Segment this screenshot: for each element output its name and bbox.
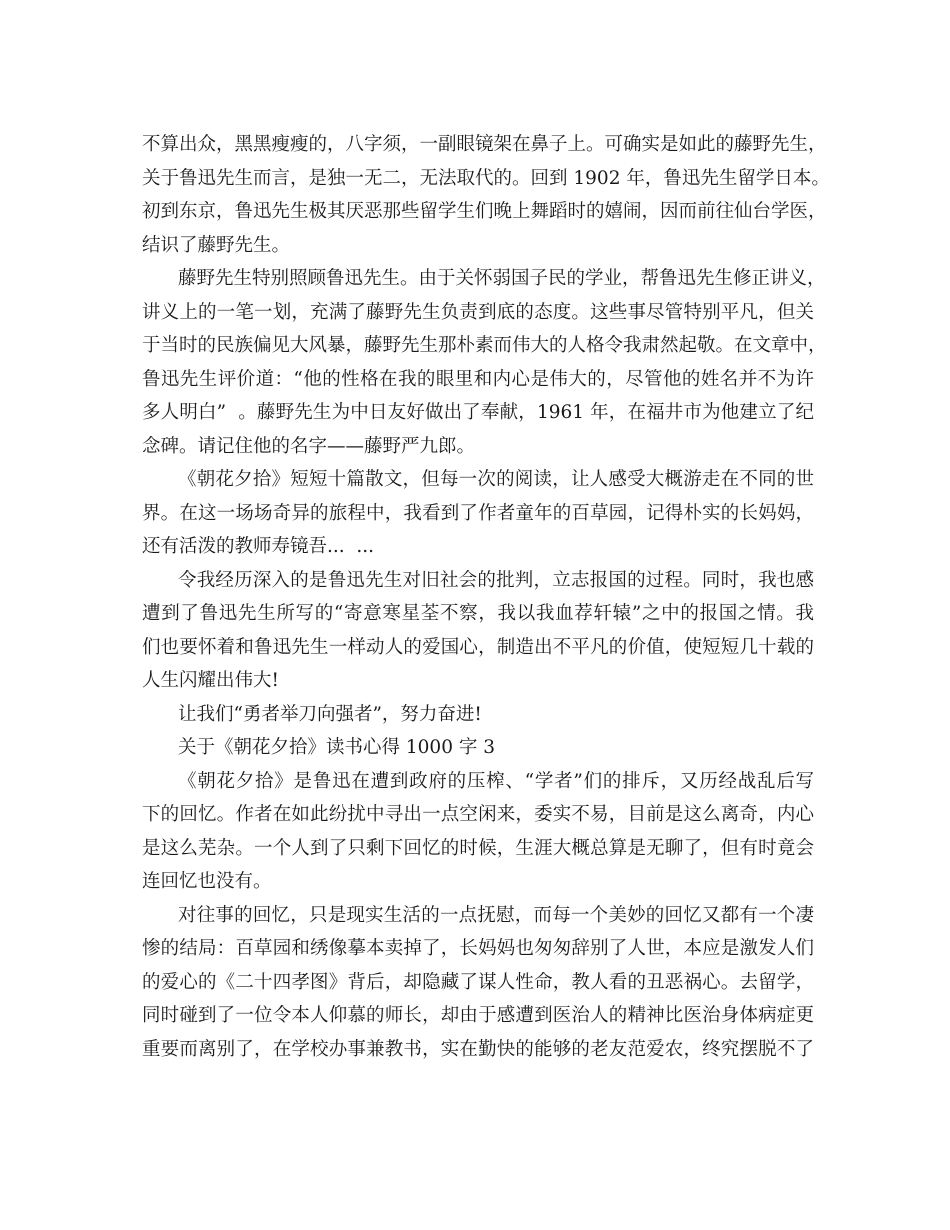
- text-line: 们也要怀着和鲁迅先生一样动人的爱国心，制造出不平凡的价值，使短短几十载的: [142, 636, 814, 658]
- text-line: 还有活泼的教师寿镜吾... ...: [142, 536, 375, 557]
- text-line: 不算出众，黑黑瘦瘦的，八字须，一副眼镜架在鼻子上。可确实是如此的藤野先生，: [142, 134, 827, 155]
- text-line: 同时碰到了一位令本人仰慕的师长，却由于感遭到医治人的精神比医治身体病症更: [142, 1005, 814, 1026]
- text-line: 结识了藤野先生。: [142, 234, 291, 256]
- text-line: 遭到了鲁迅先生所写的“寄意寒星荃不察，我以我血荐轩辕”之中的报国之情。我: [142, 603, 814, 624]
- text-line: 下的回忆。作者在如此纷扰中寻出一点空闲来，委实不易，目前是这么离奇，内心: [142, 804, 814, 825]
- document-body: [142, 128, 830, 1066]
- paragraph-first-line: 藤野先生特别照顾鲁迅先生。由于关怀弱国子民的学业，帮鲁迅先生修正讲义，: [178, 268, 826, 289]
- text-line: 于当时的民族偏见大风暴，藤野先生那朴素而伟大的人格令我肃然起敬。在文章中，: [142, 335, 827, 356]
- text-line: 的爱心的《二十四孝图》背后，却隐藏了谋人性命，教人看的丑恶祸心。去留学，: [142, 971, 814, 993]
- paragraph-first-line: 让我们“勇者举刀向强者”，努力奋进!: [178, 703, 482, 725]
- paragraph-first-line: 对往事的回忆，只是现实生活的一点抚慰，而每一个美妙的回忆又都有一个凄: [178, 904, 814, 926]
- text-line: 重要而离别了，在学校办事兼教书，实在勤快的能够的老友范爱农，终究摆脱不了: [142, 1038, 814, 1060]
- text-line: 惨的结局：百草园和绣像摹本卖掉了，长妈妈也匆匆辞别了人世，本应是激发人们: [142, 938, 814, 959]
- section-heading: 关于《朝花夕拾》读书心得 1000 字 3: [178, 737, 495, 758]
- text-line: 连回忆也没有。: [142, 871, 272, 892]
- text-line: 是这么芜杂。一个人到了只剩下回忆的时候，生涯大概总算是无聊了，但有时竟会: [142, 837, 814, 859]
- text-line: 界。在这一场场奇异的旅程中，我看到了作者童年的百草园，记得朴实的长妈妈，: [142, 502, 814, 524]
- paragraph-first-line: 令我经历深入的是鲁迅先生对旧社会的批判，立志报国的过程。同时，我也感: [178, 569, 814, 591]
- text-line: 鲁迅先生评价道：“他的性格在我的眼里和内心是伟大的，尽管他的姓名并不为许: [142, 368, 814, 390]
- text-line: 讲义上的一笔一划，充满了藤野先生负责到底的态度。这些事尽管特别平凡，但关: [142, 301, 814, 323]
- text-line: 念碑。请记住他的名字——藤野严九郎。: [142, 435, 476, 457]
- paragraph-first-line: 《朝花夕拾》短短十篇散文，但每一次的阅读，让人感受大概游走在不同的世: [178, 469, 814, 490]
- text-line: 初到东京，鲁迅先生极其厌恶那些留学生们晚上舞蹈时的嬉闹，因而前往仙台学医，: [142, 201, 827, 222]
- text-line: 多人明白” 。藤野先生为中日友好做出了奉献，1961 年，在福井市为他建立了纪: [142, 402, 814, 423]
- text-line: 关于鲁迅先生而言，是独一无二，无法取代的。回到 1902 年，鲁迅先生留学日本。: [142, 167, 830, 189]
- text-line: 人生闪耀出伟大!: [142, 670, 279, 691]
- paragraph-first-line: 《朝花夕拾》是鲁迅在遭到政府的压榨、“学者”们的排斥，又历经战乱后写: [178, 770, 814, 792]
